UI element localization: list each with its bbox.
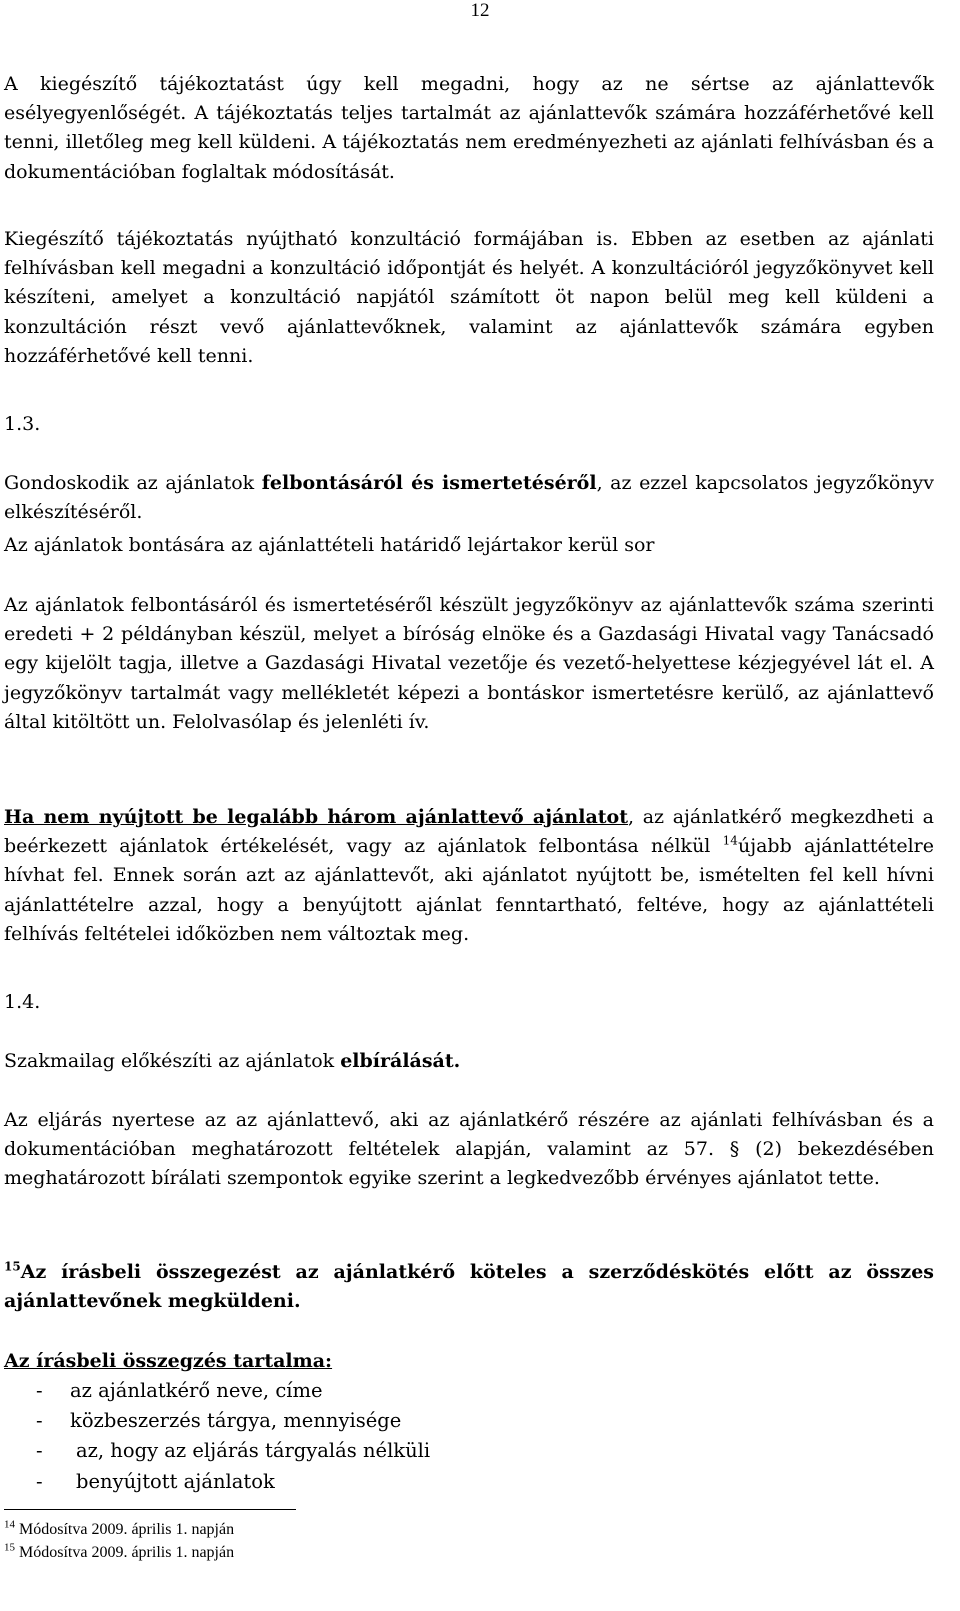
list-dash: - <box>36 1409 43 1432</box>
text: Szakmailag előkészíti az ajánlatok <box>4 1050 341 1072</box>
footnote-separator <box>4 1509 296 1510</box>
list-item-text: az, hogy az eljárás tárgyalás nélküli <box>76 1439 431 1462</box>
text: újabb ajánlattételre hívhat fel. Ennek során azt az ajánlattevőt, aki ajánlatot nyújtott be, ismételten fel kell hívni ajánlattételre azzal, hogy a benyújtott ajánlat fenntartható, feltéve, hogy az ajánlattételi felhívás feltételei időközben nem változtak meg. <box>4 835 934 945</box>
text: , az ajánlatkérő megkezdheti a beérkezett ajánlatok értékelését, vagy az ajánlatok felbontása nélkül <box>4 806 934 858</box>
list-item <box>36 1376 323 1406</box>
footnote-14 <box>4 1520 234 1540</box>
footnote-ref-15: 15 <box>4 1259 21 1274</box>
paragraph-minutes: Az ajánlatok felbontásáról és ismertetéséről készült jegyzőkönyv az ajánlattevők száma szerinti eredeti + 2 példányban készül, melyet a bíróság elnöke és a Gazdasági Hivatal vagy Tanácsadó egy kijelölt tagja, illetve a Gazdasági Hivatal vezetője és vezető-helyettese kézjegyével lát el. A jegyzőkönyv tartalmát vagy mellékletét képezi a bontáskor ismertetésre kerülő, az ajánlattevő által kitöltött un. Felolvasólap és jelenléti ív. <box>4 594 934 733</box>
list-item <box>36 1467 275 1497</box>
section-number-1-3: 1.3. <box>4 413 41 435</box>
bold-text: Az írásbeli összegezést az ajánlatkérő köteles a szerződéskötés előtt az összes ajánlattevőnek megküldeni. <box>4 1261 934 1313</box>
footnote-text: Módosítva 2009. április 1. napján <box>19 1521 235 1538</box>
list-dash: - <box>36 1439 43 1462</box>
list-dash: - <box>36 1470 43 1493</box>
list-item-text: az ajánlatkérő neve, címe <box>70 1379 323 1402</box>
paragraph-fewer-offers <box>4 803 934 949</box>
text: , az ezzel kapcsolatos jegyzőkönyv elkészítéséről. <box>4 472 934 524</box>
paragraph-opening-time: Az ajánlatok bontására az ajánlattételi határidő lejártakor kerül sor <box>4 534 655 556</box>
footnote-number: 15 <box>4 1541 15 1554</box>
footnote-number: 14 <box>4 1518 15 1531</box>
paragraph-summary-obligation <box>4 1258 934 1316</box>
list-item-text: benyújtott ajánlatok <box>76 1470 275 1493</box>
footnote-text: Módosítva 2009. április 1. napján <box>19 1544 235 1561</box>
footnote-15 <box>4 1543 234 1563</box>
text: Gondoskodik az ajánlatok <box>4 472 262 494</box>
paragraph-additional-info: A kiegészítő tájékoztatást úgy kell megadni, hogy az ne sértse az ajánlattevők esélyegyenlőségét. A tájékoztatás teljes tartalmát az ajánlattevők számára hozzáférhetővé kell tenni, illetőleg meg kell küldeni. A tájékoztatás nem eredményezheti az ajánlati felhívásban és a dokumentációban foglaltak módosítását. <box>4 73 934 183</box>
paragraph-winner: Az eljárás nyertese az az ajánlattevő, aki az ajánlatkérő részére az ajánlati felhívásban és a dokumentációban meghatározott feltételek alapján, valamint az 57. § (2) bekezdésében meghatározott bírálati szempontok egyike szerint a legkedvezőbb érvényes ajánlatot tette. <box>4 1109 934 1190</box>
page-number: 12 <box>470 0 490 21</box>
paragraph-consultation: Kiegészítő tájékoztatás nyújtható konzultáció formájában is. Ebben az esetben az ajánlati felhívásban kell megadni a konzultáció időpontját és helyét. A konzultációról jegyzőkönyvet kell készíteni, amelyet a konzultáció napjától számított öt napon belül meg kell küldeni a konzultáción részt vevő ajánlattevőknek, valamint az ajánlattevők számára egyben hozzáférhetővé kell tenni. <box>4 228 934 367</box>
list-item <box>36 1406 401 1436</box>
bold-underlined-text: Ha nem nyújtott be legalább három ajánlattevő ajánlatot <box>4 806 628 828</box>
bold-text: felbontásáról és ismertetéséről <box>261 472 597 494</box>
list-dash: - <box>36 1379 43 1402</box>
paragraph-opening-duty <box>4 469 934 527</box>
section-number-1-4: 1.4. <box>4 991 41 1013</box>
footnote-ref-14: 14 <box>722 833 738 848</box>
bold-text: elbírálását. <box>340 1050 461 1072</box>
list-item <box>36 1436 430 1466</box>
list-item-text: közbeszerzés tárgya, mennyisége <box>70 1409 402 1432</box>
paragraph-evaluation-prep <box>4 1047 934 1076</box>
list-heading: Az írásbeli összegzés tartalma: <box>4 1350 333 1372</box>
